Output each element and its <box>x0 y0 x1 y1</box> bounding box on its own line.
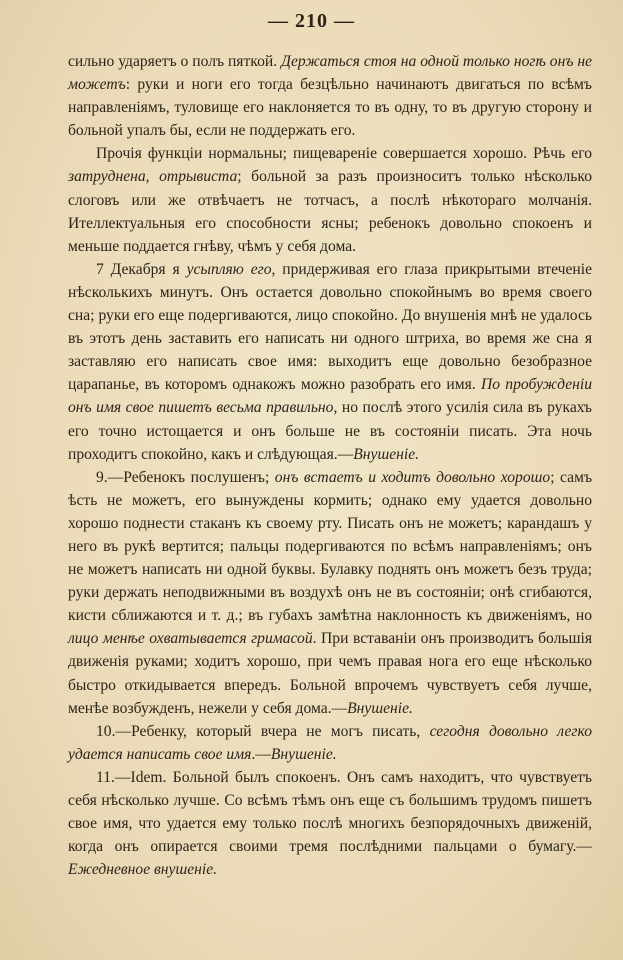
italic-text-run: Ежедневное внушеніе. <box>68 861 218 879</box>
text-run: 7 Декабря я <box>96 260 187 278</box>
text-run: ; самъ ѣсть не можетъ, его вынуждены кормить; однако ему удается довольно хорошо поднести стаканъ къ своему рту. Писать онъ не можетъ; карандашъ у него въ рукѣ вертится; пальцы подергиваются по всѣмъ направленіямъ; онъ не можетъ написать ни одной буквы. Булавку поднять онъ можетъ безъ труда; руки держать неподвижными въ воздухѣ онъ не въ состояніи; онѣ сгибаются, кисти сближаются и т. д.; въ губахъ замѣтна наклонность къ движеніямъ, но <box>68 468 593 625</box>
paragraph-5 <box>68 720 592 766</box>
italic-text-run: онъ встаетъ и ходитъ довольно хорошо <box>274 468 551 486</box>
page-number: — 210 — <box>268 10 355 32</box>
paragraph-6 <box>68 766 592 881</box>
italic-text-run: Внушеніе. <box>347 699 413 717</box>
italic-text-run: Держаться стоя на одной только ногѣ онъ не можетъ <box>68 53 592 94</box>
text-run: Прочія функціи нормальны; пищевареніе совершается хорошо. Рѣчь его <box>96 145 592 163</box>
text-run: .— <box>251 745 271 763</box>
italic-text-run: сегодня довольно легко удается написать свое имя <box>68 722 592 763</box>
italic-text-run: По пробужденіи онъ имя свое пишетъ весьма правильно <box>68 376 592 417</box>
text-run: 11.—Idem. Больной былъ спокоенъ. Онъ самъ находитъ, что чувствуетъ себя нѣсколько лучше. Со всѣмъ тѣмъ онъ еще съ большимъ трудомъ пишетъ свое имя, что удается ему только послѣ многихъ безпорядочныхъ движеній, когда онъ опирается своими тремя послѣдними пальцами о бумагу.— <box>68 768 592 856</box>
paragraph-1 <box>68 50 592 142</box>
paragraph-2 <box>68 142 592 257</box>
text-run: , но послѣ этого усилія сила въ рукахъ его точно истощается и онъ больше не въ состояніи писать. Эта ночь проходитъ спокойно, какъ и слѣдующая.— <box>68 399 593 463</box>
text-run: . При вставаніи онъ производитъ большія движенія руками; ходитъ хорошо, при чемъ правая нога его еще нѣсколько быстро откидывается впередъ. Больной впрочемъ чувствуетъ себя лучше, менѣе возбужденъ, нежели у себя дома.— <box>68 630 592 717</box>
italic-text-run: затруднена, отрывиста <box>68 168 238 186</box>
body-text <box>68 50 592 881</box>
paragraph-4 <box>68 466 592 720</box>
text-run: 9.—Ребенокъ послушенъ; <box>96 468 275 486</box>
text-run: 10.—Ребенку, который вчера не могъ писать, <box>96 722 430 740</box>
italic-text-run: Внушеніе. <box>270 745 337 763</box>
paragraph-3 <box>68 258 592 466</box>
text-run: ; больной за разъ произноситъ только нѣсколько слоговъ или же отвѣчаетъ не тотчасъ, а послѣ нѣкотораго молчанія. Ителлектуальныя его способности ясны; ребенокъ довольно спокоенъ и меньше поддается гнѣву, чѣмъ у себя дома. <box>68 168 592 255</box>
text-run: , придерживая его глаза прикрытыми втеченіе нѣсколькихъ минутъ. Онъ остается довольно спокойнымъ во время своего сна; руки его еще подергиваются, лицо спокойно. До внушенія мнѣ не удалось въ этотъ день заставить его написать ни одного штриха, во время же сна я заставляю его написать свое имя: выходитъ еще довольно безобразное царапанье, въ которомъ однакожъ можно разобрать его имя. <box>68 260 592 394</box>
text-run: : руки и ноги его тогда безцѣльно начинаютъ двигаться по всѣмъ направленіямъ, туловище его наклоняется то въ одну, то въ другую сторону и больной упалъ бы, если не поддержать его. <box>68 76 592 140</box>
italic-text-run: усыпляю его <box>186 260 272 278</box>
text-run: сильно ударяетъ о полъ пяткой. <box>68 53 282 70</box>
italic-text-run: Внушеніе. <box>353 445 420 463</box>
italic-text-run: лицо менѣе охватывается гримасой <box>68 630 313 648</box>
